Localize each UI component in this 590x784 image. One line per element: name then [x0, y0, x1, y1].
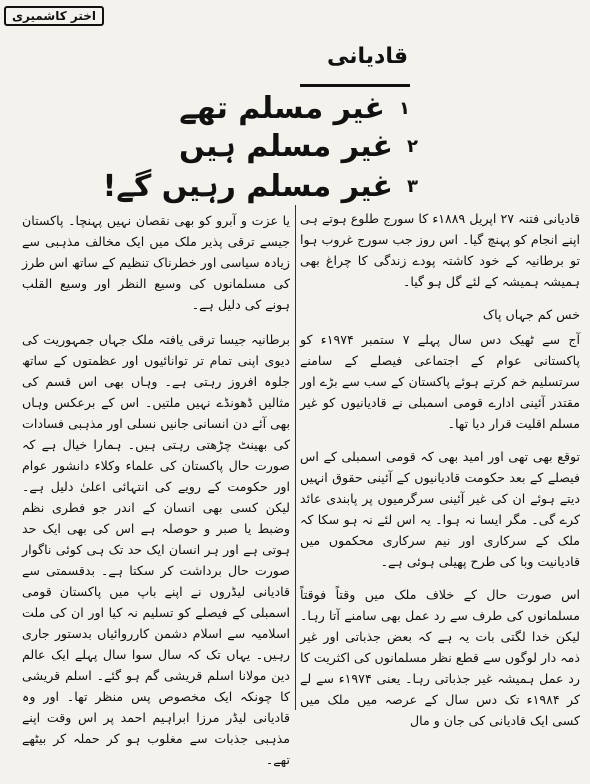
headline-2-number: ۲: [407, 136, 418, 157]
headline-1-text: غیر مسلم تھے: [179, 91, 385, 126]
headline-3: [103, 170, 418, 208]
author-tag: اختر کاشمیری: [4, 6, 104, 26]
section-label: قادیانی: [327, 44, 408, 69]
section-rule: [300, 84, 410, 87]
left-column: [22, 210, 290, 784]
right-paragraph-3: آج سے ٹھیک دس سال پہلے ۷ ستمبر ۱۹۷۴ء کو پاکستانی عوام کے اجتماعی فیصلے کے سامنے سرتسلیم خم کرتے ہوئے پاکستان کے سب سے بڑے اور مقتدر آئینی ادارے قومی اسمبلی نے قادیانیوں کو غیر مسلم اقلیت قرار دیا تھا۔: [300, 332, 580, 431]
right-paragraph-4: توقع بھی تھی اور امید بھی کہ قومی اسمبلی کے اس فیصلے کے بعد حکومت قادیانیوں کے آئینی حقوق انہیں دیتے ہوئے ان کی غیر آئینی سرگرمیوں پر پابندی عائد کرے گی۔ مگر ایسا نہ ہوا۔ یہ اس لئے نہ ہو سکا کہ ملک کے سرکاری اور نیم سرکاری محکموں میں قادیانیت وبا کی طرح پھیلی ہوئی ہے۔: [300, 449, 580, 569]
right-paragraph-1: قادیانی فتنہ ۲۷ اپریل ۱۸۸۹ء کا سورج طلوع ہوتے ہی اپنے انجام کو پہنچ گیا۔ اس روز جب سورج غروب ہوا تو برطانیہ کے خود کاشتہ پودے زندگی کا چراغ بھی ہمیشہ ہمیشہ کے لئے گل ہو گیا۔: [300, 211, 580, 289]
right-column: [300, 208, 580, 743]
headline-3-text: غیر مسلم رہیں گے!: [102, 169, 393, 204]
left-paragraph-2: برطانیہ جیسا ترقی یافتہ ملک جہاں جمہوریت کی دیوی اپنی تمام تر توانائیوں اور عظمتوں کے ساتھ جلوہ افروز رہتی ہے۔ وہاں بھی اس قسم کی مثالیں ڈھونڈے نہیں ملتیں۔ اس کے برعکس وہاں بھی آئے دن انسانی جانیں نسلی اور مذہبی فسادات کی بھینٹ چڑھتی رہتی ہیں۔ ہمارا خیال ہے کہ صورت حال پاکستان کی علماء وکلاء دانشور عوام اور حکومت کے رویے کی انتہائی اعلیٰ دلیل ہے۔ لیکن کسی بھی انسان کے اندر جو فطری نظم وضبط یا صبر و حوصلہ ہے اس کی بھی ایک حد ہوتی ہے اور ہر انسان ایک حد تک ہی کوئی ناگوار صورت حال برداشت کر سکتا ہے۔ بدقسمتی سے قادیانی لیڈروں نے اپنے باپ میں پاکستان قومی اسمبلی کے فیصلے کو تسلیم نہ کیا اور ان کی ملت اسلامیہ سے اسلام دشمن کارروائیاں بدستور جاری رہیں۔ یہاں تک کہ سال سوا سال پہلے ایک عالم دین مولانا اسلم قریشی گم ہو گئے۔ اسلم قریشی کا چونکہ ایک مخصوص پس منظر تھا۔ اور وہ قادیانی لیڈر مرزا ابراہیم احمد پر اس وقت اپنے مذہبی جذبات سے مغلوب ہو کر حملہ کر بیٹھے تھے۔: [22, 332, 290, 767]
right-paragraph-2: خس کم جہاں پاک: [482, 307, 580, 322]
headline-2: [179, 130, 418, 168]
headline-2-text: غیر مسلم ہیں: [179, 129, 393, 164]
headline-3-number: ۳: [407, 176, 418, 197]
right-paragraph-5: اس صورت حال کے خلاف ملک میں وقتاً فوقتاً مسلمانوں کی طرف سے رد عمل بھی سامنے آتا رہا۔ لیکن خدا لگتی بات یہ ہے کہ بعض جذباتی اور غیر ذمہ دار لوگوں سے قطع نظر مسلمانوں کی اکثریت کا رد عمل ہمیشہ غیر جذباتی رہا۔ یعنی ۱۹۷۴ء سے لے کر ۱۹۸۴ء تک دس سال کے عرصہ میں ملک میں کسی ایک قادیانی کی جان و مال: [300, 587, 580, 728]
left-paragraph-1: یا عزت و آبرو کو بھی نقصان نہیں پہنچا۔ پاکستان جیسے ترقی پذیر ملک میں ایک مخالف مذہبی سے زیادہ سیاسی اور خطرناک تنظیم کے ساتھ اس طرز کی مسلمانوں کی وسیع النظر اور وسیع القلب ہونے کی دلیل ہے۔: [22, 213, 290, 312]
headline-1: [179, 92, 410, 130]
headline-1-number: ۱: [399, 98, 410, 119]
column-divider: [295, 205, 296, 710]
